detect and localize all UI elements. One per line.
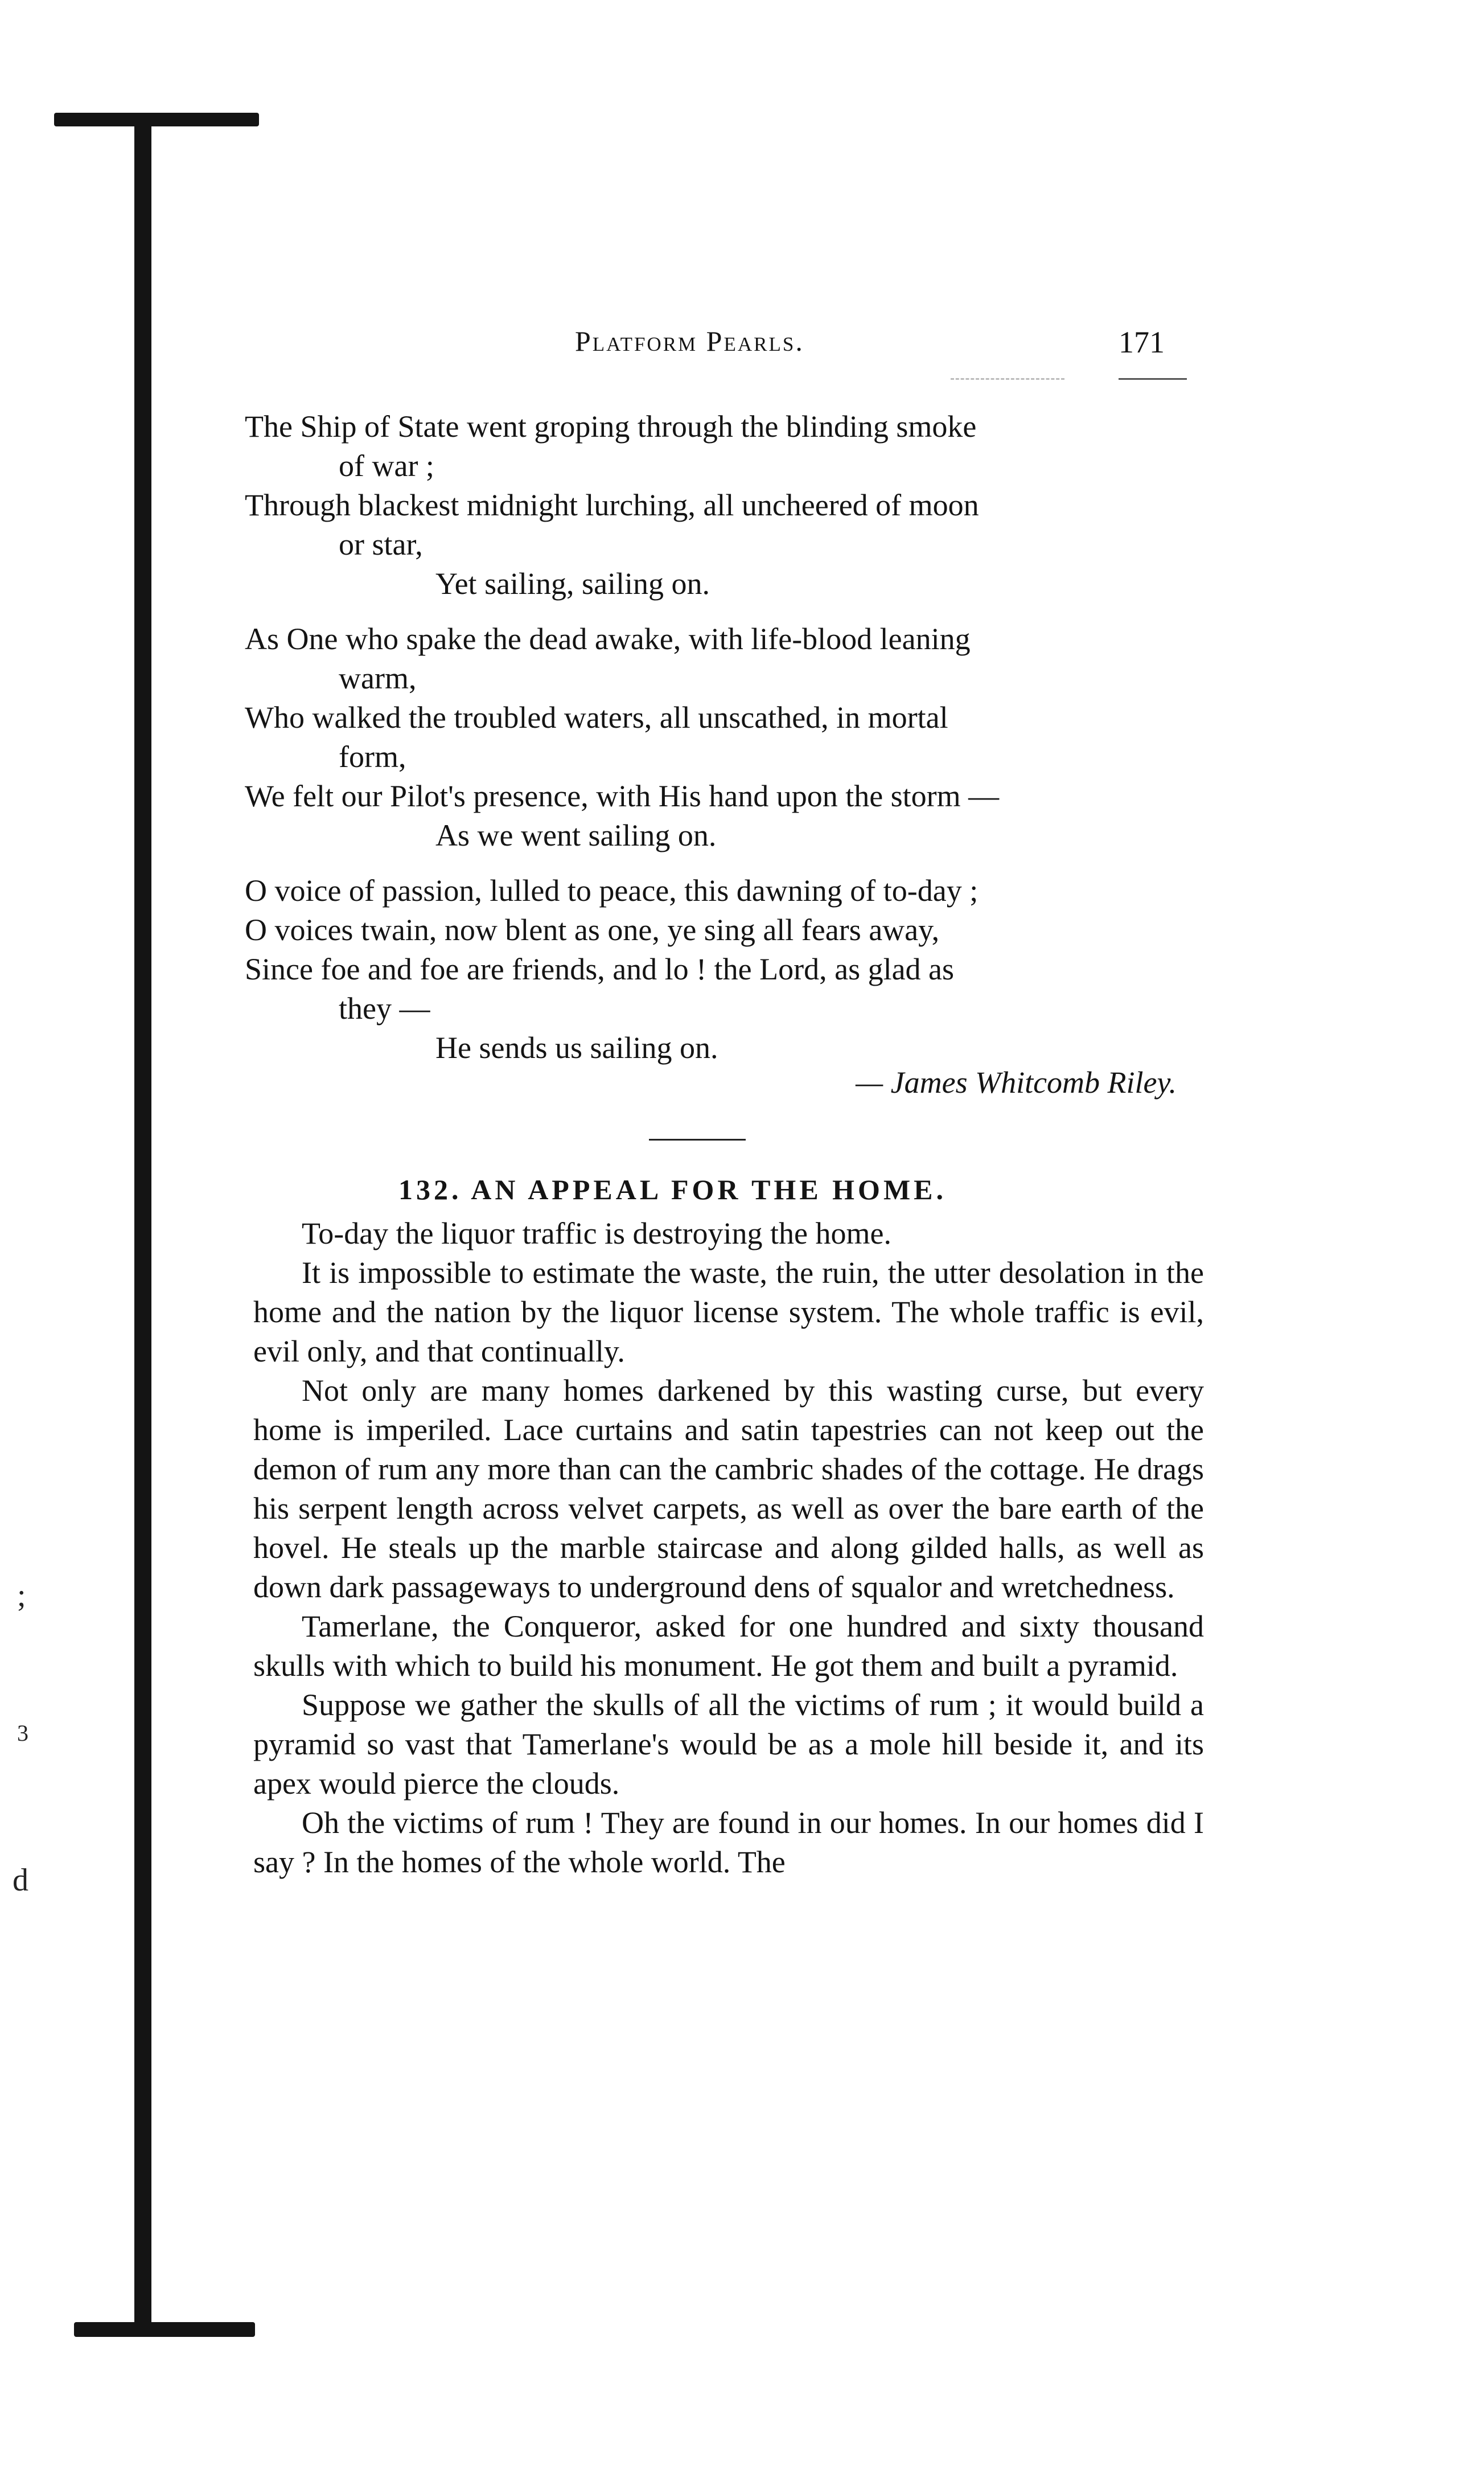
margin-mark: 3 <box>17 1720 28 1746</box>
margin-mark: ; <box>17 1578 26 1613</box>
poem-stanza <box>245 407 1207 604</box>
poem-line: The Ship of State went groping through the blinding smoke <box>245 409 977 444</box>
body-paragraph: It is impossible to estimate the waste, the ruin, the utter desolation in the home and the nation by the liquor license system. The whole traffic is evil, evil only, and that continually. <box>253 1256 1204 1368</box>
poem-line: O voices twain, now blent as one, ye sing all fears away, <box>245 913 940 947</box>
poem-line: or star, <box>339 527 423 561</box>
binding-bracket-bottom <box>74 2322 255 2337</box>
section-divider <box>649 1139 746 1141</box>
poem-line: Who walked the troubled waters, all unscathed, in mortal <box>245 700 948 735</box>
poem-stanza <box>245 620 1207 855</box>
poem-line: form, <box>339 740 406 774</box>
body-paragraph: To-day the liquor traffic is destroying the home. <box>302 1216 891 1250</box>
running-head: Platform Pearls. <box>575 325 804 357</box>
poem-line: We felt our Pilot's presence, with His hand upon the storm — <box>245 779 1000 813</box>
poem <box>245 407 1207 1084</box>
poem-line: As we went sailing on. <box>435 818 717 852</box>
header-rule <box>1119 378 1187 380</box>
header-dotted-rule <box>951 378 1064 380</box>
poem-attribution: — James Whitcomb Riley. <box>856 1065 1177 1100</box>
poem-stanza <box>245 871 1207 1068</box>
poem-line: As One who spake the dead awake, with life-blood leaning <box>245 622 971 656</box>
section-body <box>253 1214 1204 1882</box>
poem-line: Yet sailing, sailing on. <box>435 567 710 601</box>
body-paragraph: Tamerlane, the Conqueror, asked for one hundred and sixty thousand skulls with which to build his monument. He got them and built a pyramid. <box>253 1609 1204 1683</box>
poem-line: they — <box>339 991 430 1026</box>
poem-line: warm, <box>339 661 417 695</box>
section-title: 132. AN APPEAL FOR THE HOME. <box>398 1174 947 1205</box>
page-number: 171 <box>1119 325 1165 359</box>
body-paragraph: Suppose we gather the skulls of all the victims of rum ; it would build a pyramid so vast that Tamerlane's would be as a mole hill beside it, and its apex would pierce the clouds. <box>253 1688 1204 1801</box>
binding-bracket-top <box>54 113 259 126</box>
margin-mark: d <box>13 1863 28 1898</box>
poem-line: Through blackest midnight lurching, all uncheered of moon <box>245 488 979 522</box>
poem-line: O voice of passion, lulled to peace, this dawning of to-day ; <box>245 873 979 908</box>
poem-line: of war ; <box>339 449 434 483</box>
binding-bracket-stem <box>134 117 151 2332</box>
poem-line: Since foe and foe are friends, and lo ! the Lord, as glad as <box>245 952 955 986</box>
poem-line: He sends us sailing on. <box>435 1031 718 1065</box>
body-paragraph: Oh the victims of rum ! They are found in our homes. In our homes did I say ? In the homes of the whole world. The <box>253 1806 1204 1879</box>
body-paragraph: Not only are many homes darkened by this wasting curse, but every home is imperiled. Lace curtains and satin tapestries can not keep out the demon of rum any more than can the cambric shades of the cottage. He drags his serpent length across velvet carpets, as well as over the bare earth of the hovel. He steals up the marble staircase and along gilded halls, as well as down dark passageways to underground dens of squalor and wretchedness. <box>253 1373 1204 1604</box>
